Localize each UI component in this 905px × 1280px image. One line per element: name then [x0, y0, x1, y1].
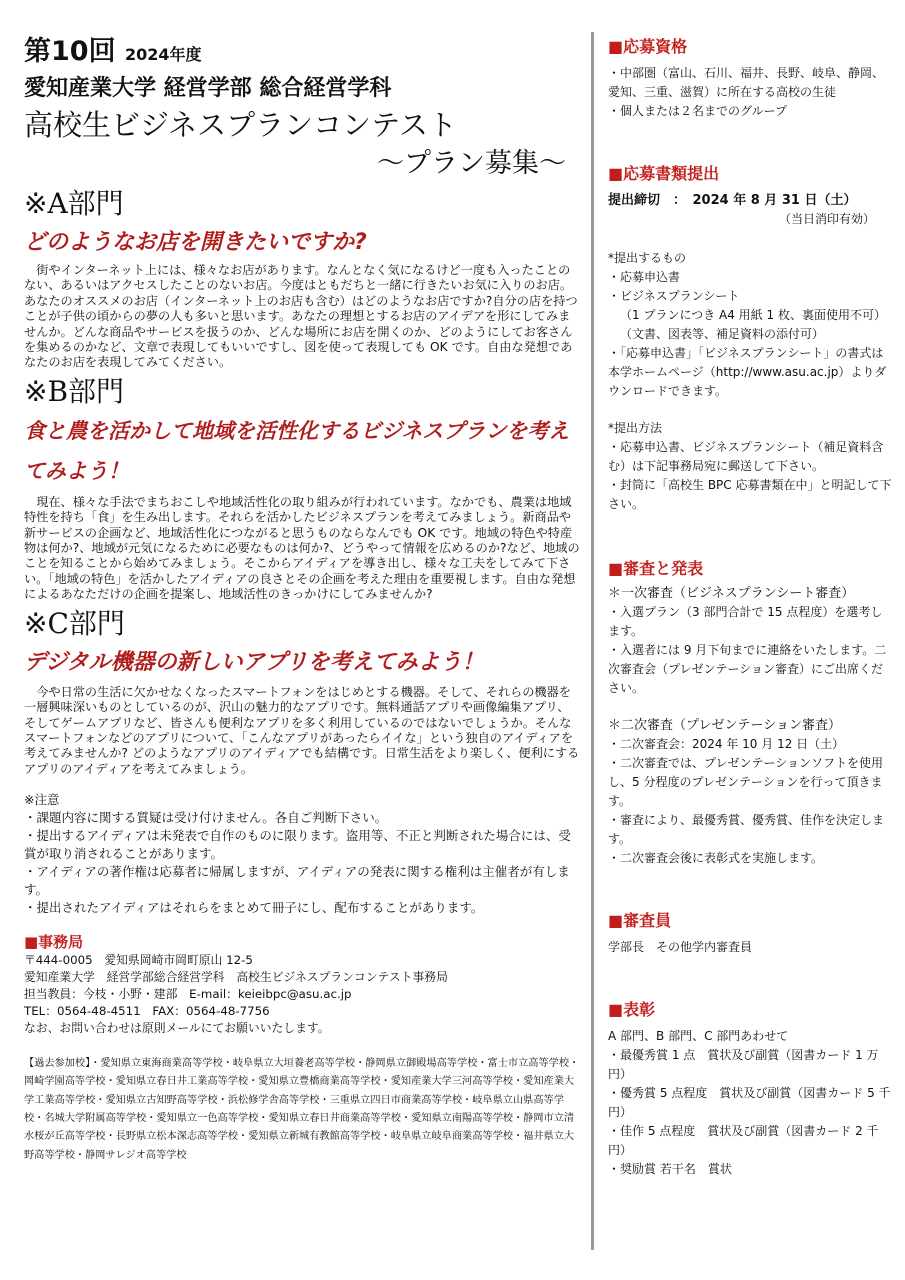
section-a-question: どのようなお店を開きたいですか? — [24, 230, 367, 255]
contest-title: 高校生ビジネスプランコンテスト — [24, 108, 457, 142]
award-item: ・奨励賞 若干名 賞状 — [608, 1162, 732, 1176]
awards-intro: A 部門、B 部門、C 部門あわせて — [608, 1029, 789, 1043]
note-item: ・課題内容に関する質疑は受け付けません。各自ご判断下さい。 — [24, 810, 388, 826]
office-phone: TEL：0564-48-4511 FAX：0564-48-7756 — [24, 1004, 270, 1019]
section-c-body: 今や日常の生活に欠かせなくなったスマートフォンをはじめとする機器。そして、それらの機器を一層興味深いものとしているのが、沢山の魅力的なアプリです。無料通話アプリや画像編集アプリ、そしてゲームアプリなど、皆さんも便利なアプリを多く利用しているのではないでしょうか。そんなスマートフォンなどのアプリについて、「こんなアプリがあったらイイな」という独自のアイディアを考えてみませんか? どのようなアプリのアイディアでも結構です。日常生活をより楽しく、便利にするアプリのアイディアを考えてみましょう。 — [24, 684, 580, 776]
office-address: 〒444-0005 愛知県岡崎市岡町原山 12-5 — [24, 953, 253, 968]
section-c — [24, 605, 580, 777]
second-review-item: ・二次審査会：2024 年 10 月 12 日（土） — [608, 737, 845, 751]
office-info — [24, 952, 580, 1037]
eligibility-item: ・中部圏（富山、石川、福井、長野、岐阜、静岡、愛知、三重、滋賀）に所在する高校の生徒 — [608, 66, 885, 99]
office-name: 愛知産業大学 経営学部総合経営学科 高校生ビジネスプランコンテスト事務局 — [24, 970, 448, 985]
awards-heading: ■表彰 — [608, 1000, 656, 1019]
review-block — [608, 558, 893, 868]
section-b-title: ※B部門 — [24, 374, 125, 408]
eligibility-item: ・個人または２名までのグループ — [608, 104, 788, 118]
eligibility-heading: ■応募資格 — [608, 37, 688, 56]
submit-item: （1 プランにつき A4 用紙 1 枚、裏面使用不可） — [620, 308, 886, 322]
office-contact: 担当教員：今枝・小野・建部 E-mail：keieibpc@asu.ac.jp — [24, 987, 352, 1002]
judges-heading: ■審査員 — [608, 911, 672, 930]
second-review-item: ・二次審査会後に表彰式を実施します。 — [608, 851, 824, 865]
column-divider — [591, 32, 594, 1250]
notes-title: ※注意 — [24, 792, 60, 808]
awards-block — [608, 999, 893, 1179]
section-a-body: 街やインターネット上には、様々なお店があります。なんとなく気になるけど一度も入ったことのない、あるいはアクセスしたことのないお店。今度はともだちと一緒に行きたいお気に入りのお店。あなたのオススメのお店（インターネット上のお店も含む）はどのようなお店ですか?自分の店を持つことが子供の頃からの夢の人も多いと思います。あなたの理想とするお店のアイデアを形にしてみませんか。どんな商品やサービスを扱うのか、どんな場所にお店を開くのか、どのようにしてお客さんを集めるのかなど、文章で表現してもいいですし、図を使って表現しても OK です。自由な発想であなたのお店を表現してみてください。 — [24, 263, 578, 370]
section-a — [24, 185, 580, 371]
section-c-question: デジタル機器の新しいアプリを考えてみよう！ — [24, 649, 484, 675]
award-item: ・優秀賞 5 点程度 賞状及び副賞（図書カード 5 千円） — [608, 1086, 891, 1119]
office-heading: ■事務局 — [24, 933, 84, 952]
year: 2024年度 — [124, 45, 202, 64]
submit-item: （文書、図表等、補足資料の添付可） — [620, 327, 825, 341]
submission-block — [608, 163, 893, 514]
first-review-item: ・入選者には 9 月下旬までに連絡をいたします。二次審査会（プレゼンテーション審査）にご出席ください。 — [608, 643, 887, 695]
edition: 第10回 — [24, 36, 116, 67]
side-column — [608, 36, 893, 1179]
first-review-title: ＊一次審査（ビジネスプランシート審査） — [608, 586, 855, 601]
review-heading: ■審査と発表 — [608, 559, 704, 578]
submit-method-title: *提出方法 — [608, 421, 663, 435]
submit-method: ・応募申込書、ビジネスプランシート（補足資料含む）は下記事務局宛に郵送して下さい。 — [608, 440, 884, 473]
contest-subtitle: ～プラン募集～ — [377, 148, 566, 179]
second-review-item: ・審査により、最優秀賞、優秀賞、佳作を決定します。 — [608, 813, 885, 846]
second-review-title: ＊二次審査（プレゼンテーション審査） — [608, 718, 841, 733]
first-review-item: ・入選プラン（3 部門合計で 15 点程度）を選考します。 — [608, 605, 883, 638]
notes — [24, 791, 580, 917]
note-item: ・提出するアイディアは未発表で自作のものに限ります。盗用等、不正と判断された場合には、受賞が取り消されることがあります。 — [24, 828, 571, 862]
submit-item: ・「応募申込書」「ビジネスプランシート」の書式は本学ホームページ（http://www.asu.ac.jp）よりダウンロードできます。 — [608, 346, 887, 398]
judges-block — [608, 910, 893, 957]
office-note: なお、お問い合わせは原則メールにてお願いいたします。 — [24, 1021, 330, 1036]
section-b — [24, 373, 580, 603]
section-b-body: 現在、様々な手法でまちおこしや地域活性化の取り組みが行われています。なかでも、農業は地域特性を持ち「食」を生み出します。それらを活かしたビジネスプランを考えてみましょう。新商品や新サービスの企画など、地域活性化につながると思うものならなんでも OK です。地域の特色や特産物は何か?、地域が元気になるために必要なものは何か?、どうやって情報を広めるのか?など、地域のことを知ることから始めてみましょう。そこからアイディアを導き出し、様々な工夫をしてみて下さい。「地域の特色」を活かしたアイディアの良さとその企画を考えた理由を重要視します。自由な発想によるあなただけの企画を提案し、地域活性のきっかけにしてみませんか? — [24, 494, 580, 602]
deadline: 提出締切 ： 2024 年 8 月 31 日（土） — [608, 193, 857, 208]
note-item: ・提出されたアイディアはそれらをまとめて冊子にし、配布することがあります。 — [24, 900, 484, 916]
note-item: ・アイディアの著作権は応募者に帰属しますが、アイディアの発表に関する権利は主催者が有します。 — [24, 864, 570, 898]
award-item: ・最優秀賞 1 点 賞状及び副賞（図書カード 1 万円） — [608, 1048, 879, 1081]
section-b-question: 食と農を活かして地域を活性化するビジネスプランを考えてみよう！ — [24, 418, 570, 483]
submit-method: ・封筒に「高校生 BPC 応募書類在中」と明記して下さい。 — [608, 478, 892, 511]
second-review-item: ・二次審査では、プレゼンテーションソフトを使用し、5 分程度のプレゼンテーションを行って頂きます。 — [608, 756, 884, 808]
eligibility-block — [608, 36, 893, 121]
edition-line — [24, 36, 580, 71]
past-participants: 【過去参加校】・愛知県立東海商業高等学校・岐阜県立大垣養老高等学校・静岡県立御殿場高等学校・富士市立高等学校・岡崎学園高等学校・愛知県立春日井工業高等学校・愛知県立豊橋商業高等学校・愛知産業大学三河高等学校・愛知産業大学工業高等学校・愛知県立古知野高等学校・浜松修学舎高等学校・三重県立四日市商業高等学校・岐阜県立山県高等学校・名城大学附属高等学校・愛知県立一色高等学校・愛知県立春日井商業高等学校・愛知県立南陽高等学校・静岡市立清水桜が丘高等学校・長野県立松本深志高等学校・愛知県立新城有教館高等学校・岐阜県立岐阜商業高等学校・福井県立大野高等学校・静岡サレジオ高等学校 — [24, 1058, 580, 1161]
postmark-note: （当日消印有効） — [778, 212, 875, 226]
section-c-title: ※C部門 — [24, 606, 125, 640]
main-column — [24, 36, 580, 1165]
organizer: 愛知産業大学 経営学部 総合経営学科 — [24, 76, 392, 101]
submit-items-title: *提出するもの — [608, 251, 687, 265]
submit-item: ・応募申込書 — [608, 270, 681, 284]
judges-text: 学部長 その他学内審査員 — [608, 940, 753, 954]
submission-heading: ■応募書類提出 — [608, 164, 720, 183]
award-item: ・佳作 5 点程度 賞状及び副賞（図書カード 2 千円） — [608, 1124, 879, 1157]
section-a-title: ※A部門 — [24, 187, 124, 220]
submit-item: ・ビジネスプランシート — [608, 289, 740, 303]
